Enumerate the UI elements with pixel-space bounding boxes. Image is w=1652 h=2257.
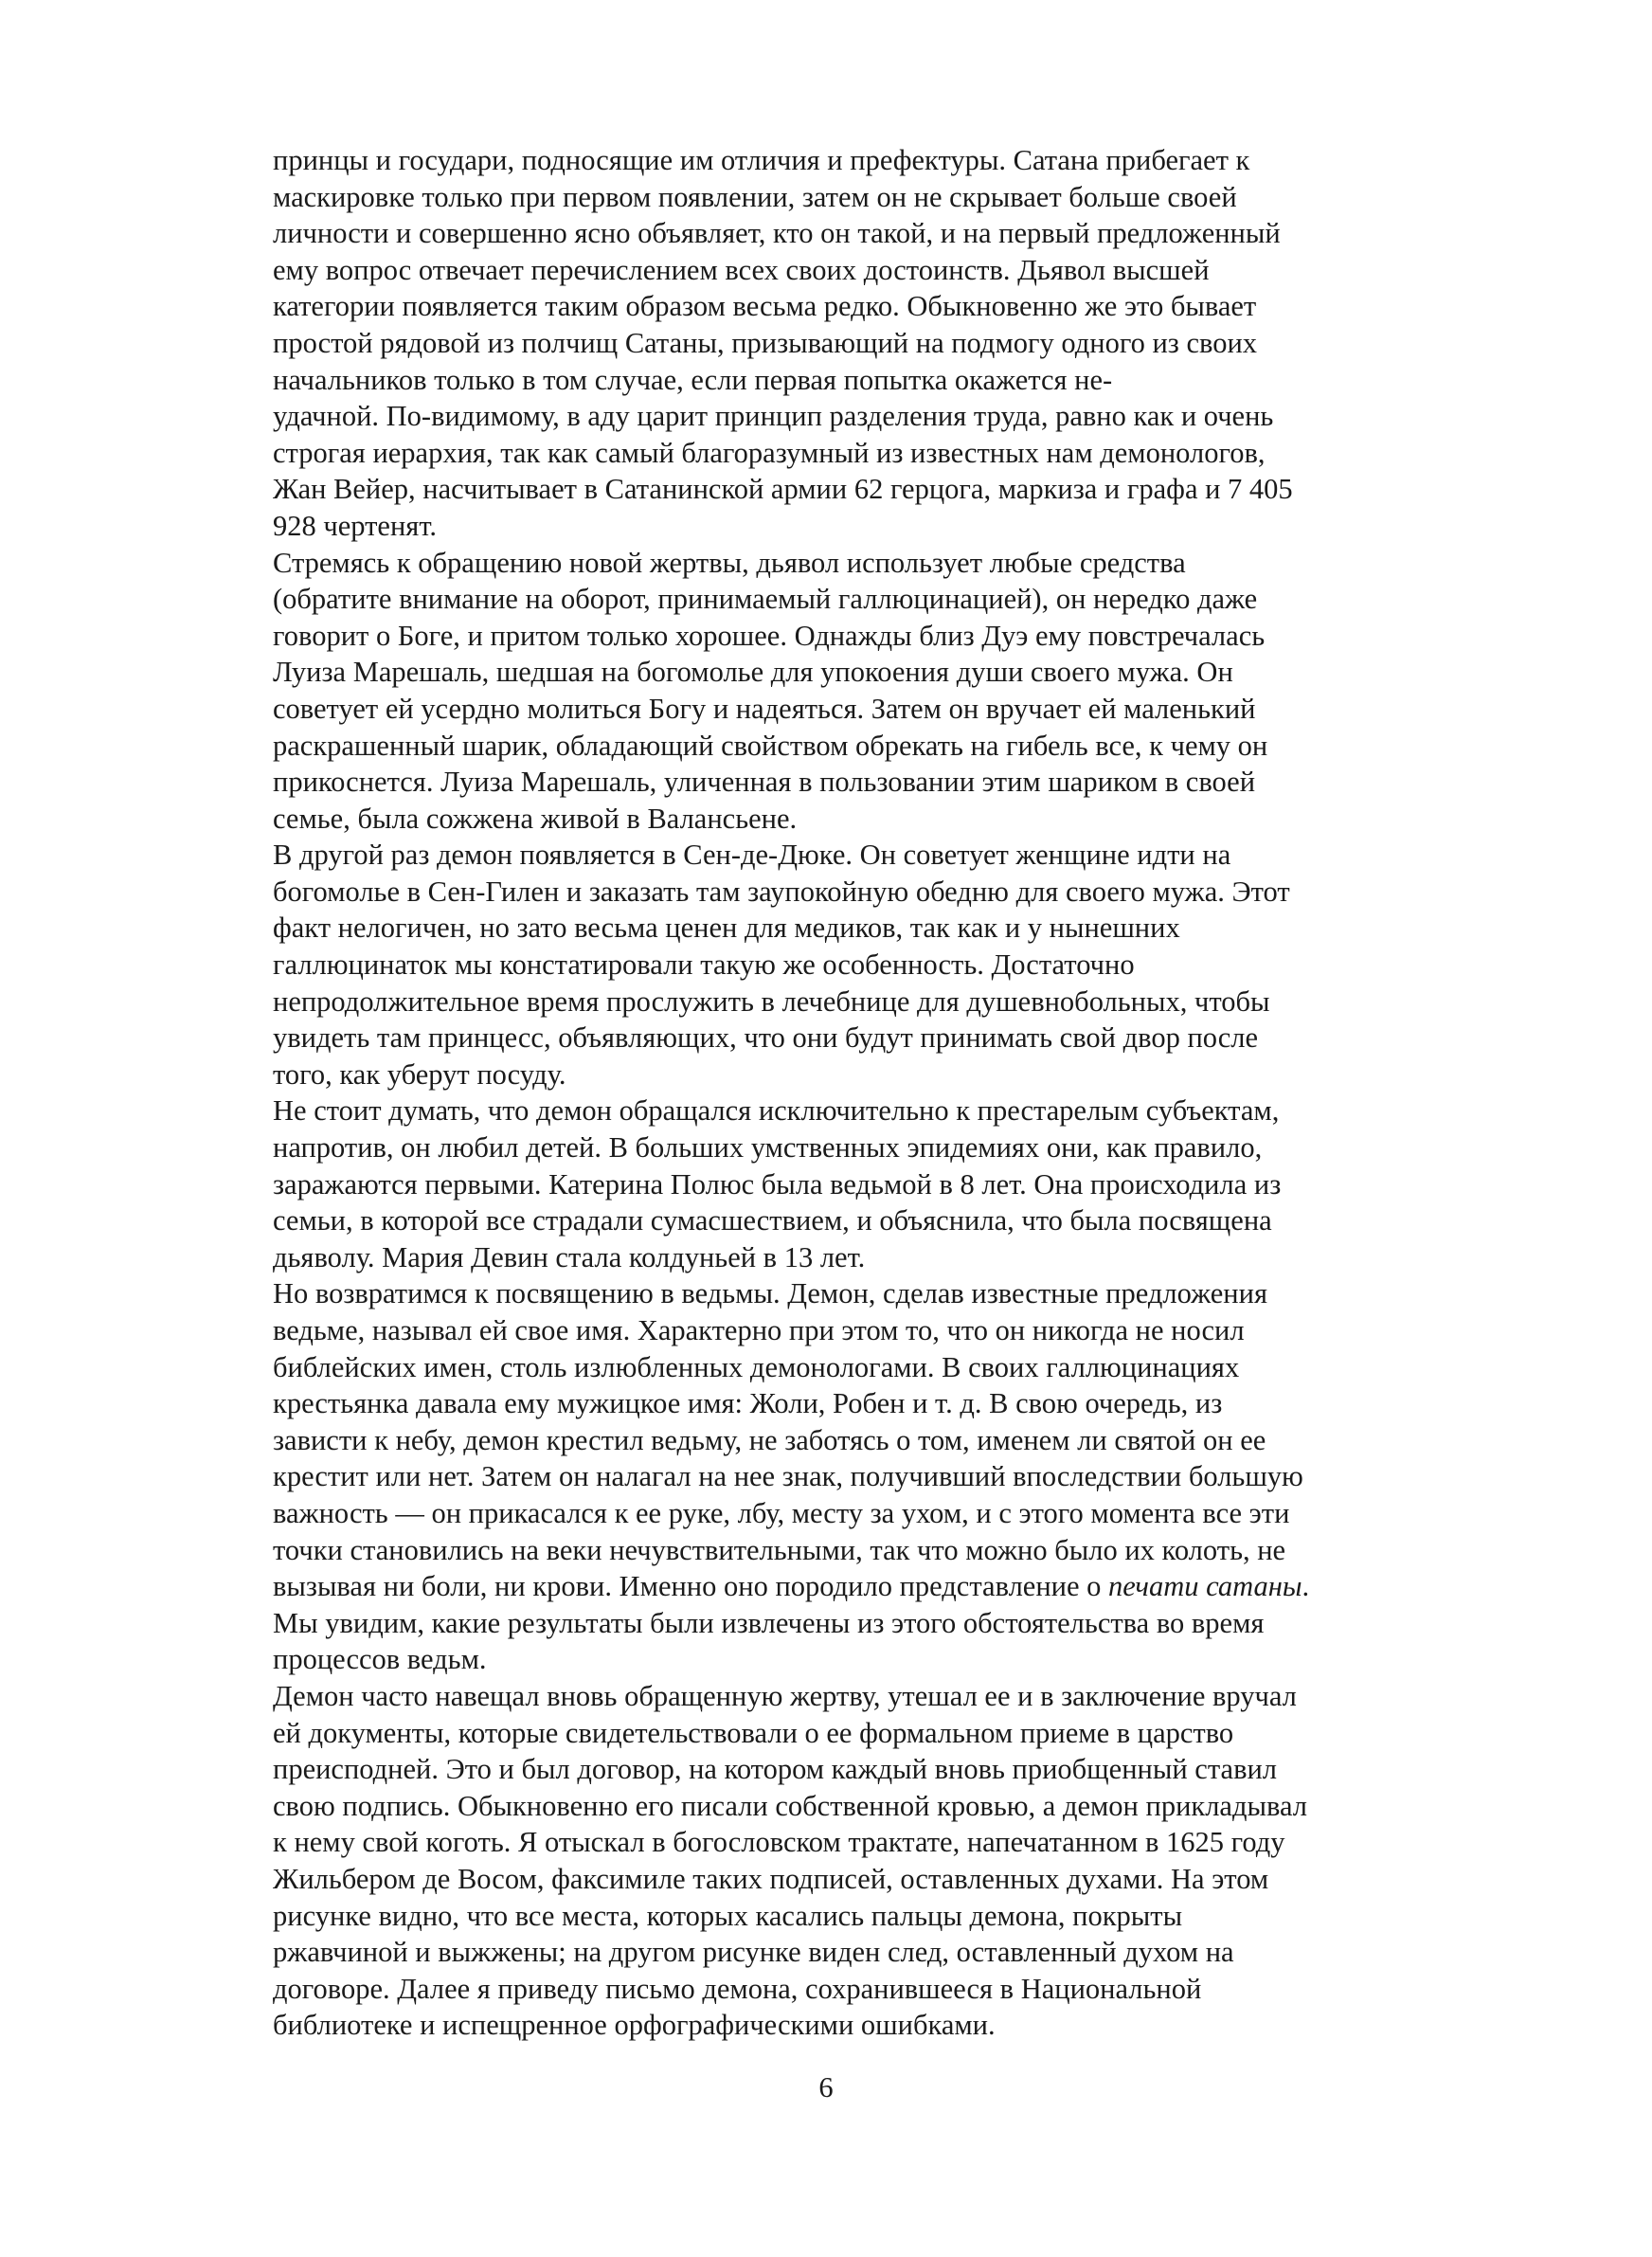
text-line xyxy=(273,1715,1419,1752)
line-tail: . xyxy=(1302,1570,1310,1603)
text-line xyxy=(273,1166,1419,1203)
line-text: простой рядовой из полчищ Сатаны, призывающий на подмогу одного из своих xyxy=(273,326,1258,359)
text-line xyxy=(273,1129,1419,1166)
text-line xyxy=(273,252,1419,289)
text-line xyxy=(273,1349,1419,1386)
line-text: к нему свой коготь. Я отыскал в богословском трактате, напечатанном в 1625 году xyxy=(273,1826,1285,1859)
line-text: рисунке видно, что все места, которых касались пальцы демона, покрыты xyxy=(273,1899,1183,1932)
text-line xyxy=(273,545,1419,582)
line-text: семье, была сожжена живой в Валансьене. xyxy=(273,802,798,835)
line-text: крестит или нет. Затем он налагал на нее знак, получивший впоследствии большую xyxy=(273,1460,1303,1493)
text-line xyxy=(273,764,1419,801)
text-line xyxy=(273,1202,1419,1239)
line-text: свою подпись. Обыкновенно его писали собственной кровью, а демон прикладывал xyxy=(273,1789,1307,1822)
line-text: личности и совершенно ясно объявляет, кто он такой, и на первый предложенный xyxy=(273,217,1281,250)
line-text: ей документы, которые свидетельствовали о ее формальном приеме в царство xyxy=(273,1716,1234,1749)
line-text: ведьме, называл ей свое имя. Характерно при этом то, что он никогда не носил xyxy=(273,1314,1245,1346)
line-text: В другой раз демон появляется в Сен-де-Дюке. Он советует женщине идти на xyxy=(273,839,1231,872)
line-text: ему вопрос отвечает перечислением всех своих достоинств. Дьявол высшей xyxy=(273,253,1210,286)
text-line xyxy=(273,1092,1419,1129)
text-line xyxy=(273,1385,1419,1422)
line-text: богомолье в Сен-Гилен и заказать там заупокойную обедню для своего мужа. Этот xyxy=(273,875,1290,908)
text-line xyxy=(273,874,1419,911)
line-text: Жильбером де Восом, факсимиле таких подписей, оставленных духами. На этом xyxy=(273,1862,1269,1895)
line-text: Жан Вейер, насчитывает в Сатанинской армии 62 герцога, маркиза и графа и 7 405 xyxy=(273,473,1293,506)
text-line xyxy=(273,1532,1419,1569)
text-line xyxy=(273,618,1419,655)
text-line xyxy=(273,947,1419,984)
line-text: принцы и государи, подносящие им отличия и префектуры. Сатана прибегает к xyxy=(273,144,1250,176)
line-text: преисподней. Это и был договор, на котором каждый вновь приобщенный ставил xyxy=(273,1753,1278,1786)
line-text: советует ей усердно молиться Богу и надеяться. Затем он вручает ей маленький xyxy=(273,692,1256,725)
line-text: Мы увидим, какие результаты были извлечены из этого обстоятельства во время xyxy=(273,1606,1265,1639)
line-text: Не стоит думать, что демон обращался исключительно к престарелым субъектам, xyxy=(273,1094,1280,1128)
text-line xyxy=(273,581,1419,618)
line-text: зависти к небу, демон крестил ведьму, не заботясь о том, именем ли святой он ее xyxy=(273,1423,1266,1456)
italic-phrase: печати сатаны xyxy=(1108,1570,1302,1603)
line-text: Луиза Марешаль, шедшая на богомолье для упокоения души своего мужа. Он xyxy=(273,656,1233,689)
line-text: договоре. Далее я приведу письмо демона, сохранившееся в Национальной xyxy=(273,1972,1202,2005)
text-line xyxy=(273,1275,1419,1312)
line-text: библейских имен, столь излюбленных демонологами. В своих галлюцинациях xyxy=(273,1350,1240,1383)
text-line xyxy=(273,1568,1419,1605)
text-line xyxy=(273,1861,1419,1898)
line-text: крестьянка давала ему мужицкое имя: Жоли, Робен и т. д. В свою очередь, из xyxy=(273,1387,1223,1420)
text-line xyxy=(273,1605,1419,1642)
line-text: ржавчиной и выжжены; на другом рисунке виден след, оставленный духом на xyxy=(273,1936,1234,1969)
line-text: факт нелогичен, но зато весьма ценен для медиков, так как и у нынешних xyxy=(273,912,1180,945)
text-line xyxy=(273,691,1419,728)
text-line xyxy=(273,1020,1419,1056)
text-line xyxy=(273,984,1419,1020)
line-text: точки становились на веки нечувствительными, так что можно было их колоть, не xyxy=(273,1533,1286,1566)
line-text: галлюцинаток мы констатировали такую же особенность. Достаточно xyxy=(273,948,1135,982)
text-line xyxy=(273,142,1419,179)
line-text: начальников только в том случае, если первая попытка окажется не- xyxy=(273,363,1113,396)
text-line xyxy=(273,325,1419,362)
line-text: дьяволу. Мария Девин стала колдуньей в 13 лет. xyxy=(273,1240,866,1273)
text-line xyxy=(273,1422,1419,1459)
text-line xyxy=(273,801,1419,838)
line-text: строгая иерархия, так как самый благоразумный из известных нам демонологов, xyxy=(273,436,1266,469)
line-text: (обратите внимание на оборот, принимаемый галлюцинацией), он нередко даже xyxy=(273,583,1258,616)
line-text: библиотеке и испещренное орфографическими ошибками. xyxy=(273,2009,996,2042)
line-text: процессов ведьм. xyxy=(273,1643,487,1676)
line-text: категории появляется таким образом весьма редко. Обыкновенно же это бывает xyxy=(273,290,1257,323)
page-number: 6 xyxy=(818,2071,834,2104)
text-line xyxy=(273,654,1419,691)
text-line xyxy=(273,837,1419,874)
line-text: увидеть там принцесс, объявляющих, что они будут принимать свой двор после xyxy=(273,1021,1259,1055)
line-text: Стремясь к обращению новой жертвы, дьявол использует любые средства xyxy=(273,546,1186,579)
line-text: маскировке только при первом появлении, затем он не скрывает больше своей xyxy=(273,180,1237,213)
line-text: Демон часто навещал вновь обращенную жертву, утешал ее и в заключение вручал xyxy=(273,1679,1297,1712)
text-line xyxy=(273,288,1419,325)
line-text: того, как уберут посуду. xyxy=(273,1057,566,1091)
line-text: заражаются первыми. Катерина Полюс была ведьмой в 8 лет. Она происходила из xyxy=(273,1167,1282,1201)
line-text: раскрашенный шарик, обладающий свойством обрекать на гибель все, к чему он xyxy=(273,729,1268,762)
text-line xyxy=(273,910,1419,947)
text-line xyxy=(273,435,1419,472)
line-text: Но возвратимся к посвящению в ведьмы. Демон, сделав известные предложения xyxy=(273,1277,1267,1310)
text-line xyxy=(273,508,1419,545)
text-line xyxy=(273,471,1419,508)
line-text: важность — он прикасался к ее руке, лбу, месту за ухом, и с этого момента все эти xyxy=(273,1496,1290,1529)
text-line xyxy=(273,1678,1419,1715)
line-text: семьи, в которой все страдали сумасшествием, и объяснила, что была посвящена xyxy=(273,1204,1272,1237)
text-line xyxy=(273,1971,1419,2008)
text-line xyxy=(273,1751,1419,1788)
text-line xyxy=(273,362,1419,399)
text-line xyxy=(273,1239,1419,1276)
line-text: напротив, он любил детей. В больших умственных эпидемиях они, как правило, xyxy=(273,1131,1263,1165)
text-line xyxy=(273,2007,1419,2044)
text-line xyxy=(273,1934,1419,1971)
text-line xyxy=(273,1458,1419,1495)
text-line xyxy=(273,1641,1419,1678)
line-text: непродолжительное время прослужить в лечебнице для душевнобольных, чтобы xyxy=(273,984,1270,1018)
text-line xyxy=(273,1312,1419,1349)
text-line xyxy=(273,215,1419,252)
line-text: говорит о Боге, и притом только хорошее. Однажды близ Дуэ ему повстречалась xyxy=(273,619,1266,652)
line-text: прикоснется. Луиза Марешаль, уличенная в пользовании этим шариком в своей xyxy=(273,766,1256,799)
text-line xyxy=(273,398,1419,435)
line-text: 928 чертенят. xyxy=(273,509,437,542)
text-line xyxy=(273,1898,1419,1935)
text-line xyxy=(273,1056,1419,1093)
text-line xyxy=(273,728,1419,765)
body-text xyxy=(273,142,1419,2044)
line-text: вызывая ни боли, ни крови. Именно оно породило представление о xyxy=(273,1570,1109,1603)
text-line xyxy=(273,1824,1419,1861)
text-line xyxy=(273,1788,1419,1825)
line-text: удачной. По-видимому, в аду царит принцип разделения труда, равно как и очень xyxy=(273,400,1274,433)
text-line xyxy=(273,179,1419,216)
text-line xyxy=(273,1495,1419,1532)
